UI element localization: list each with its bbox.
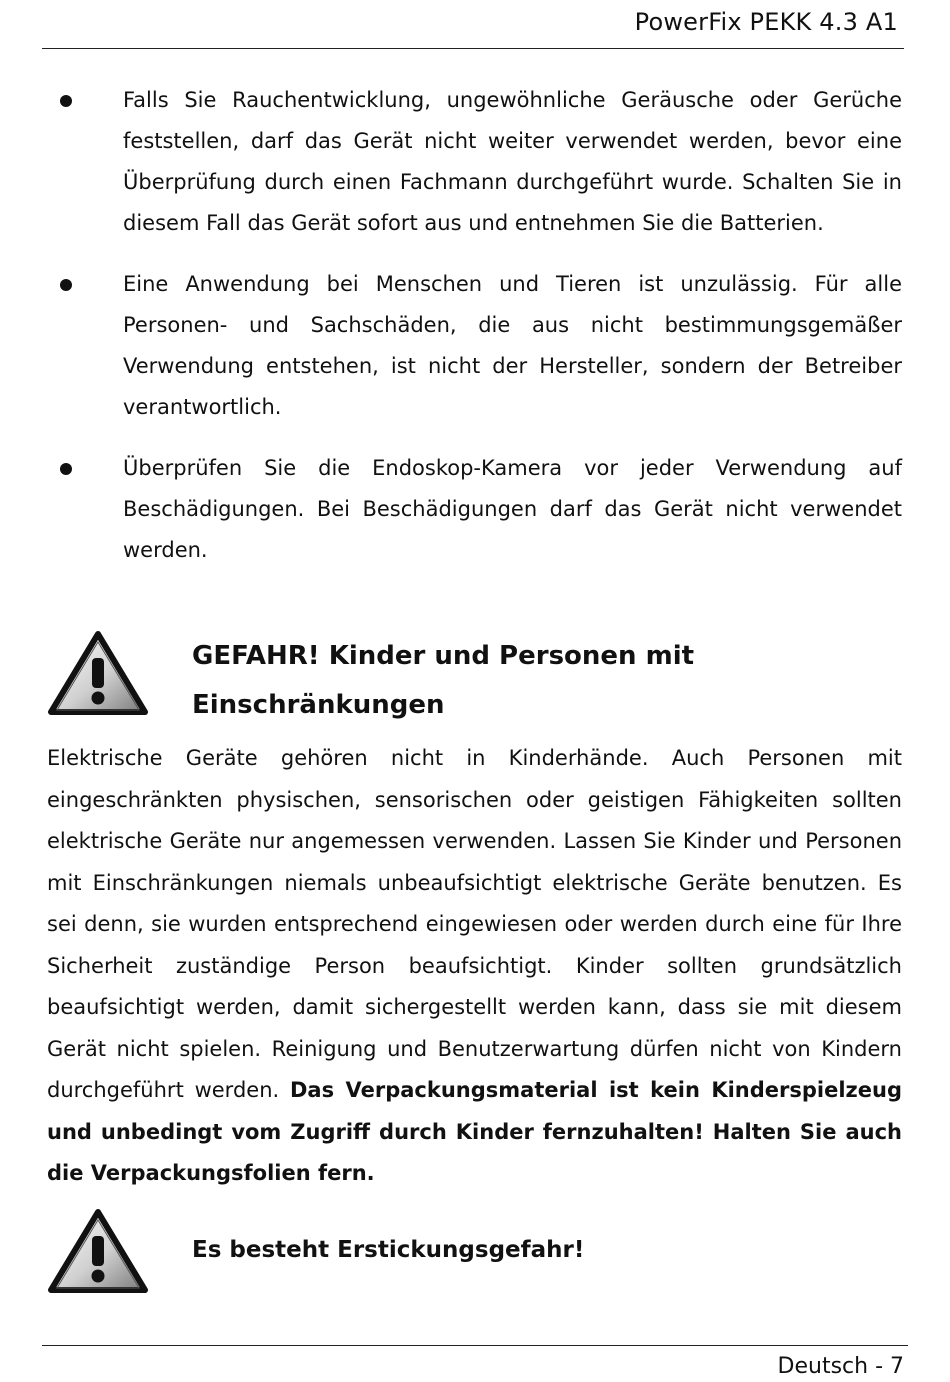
list-item-text: Überprüfen Sie die Endoskop-Kamera vor jeder Verwendung auf Beschädigungen. Bei Beschädigungen darf das Gerät nicht verwendet werden. [123,456,902,562]
warning-heading: Es besteht Erstickungsgefahr! [192,1237,585,1263]
list-item [0,264,950,428]
bullet-icon [60,95,72,107]
warning-heading-line1: GEFAHR! Kinder und Personen mit [192,641,695,671]
warning-heading-line2: Einschränkungen [192,690,445,720]
page-footer [42,1345,908,1379]
children-warning-paragraph [47,738,902,1195]
list-item-text: Eine Anwendung bei Menschen und Tieren ist unzulässig. Für alle Personen- und Sachschäden, die aus nicht bestimmungsgemäßer Verwendung entstehen, ist nicht der Hersteller, sondern der Betreiber verantwortlich. [123,272,902,419]
paragraph-bold-text: Das Verpackungsmaterial ist kein Kinderspielzeug und unbedingt vom Zugriff durch Kinder fernzuhalten! Halten Sie auch die Verpackungsfolien fern. [47,1078,902,1185]
bullet-list [0,80,950,591]
bullet-icon [60,463,72,475]
page-number: Deutsch - 7 [777,1354,904,1379]
page-header [42,0,904,49]
list-item [0,80,950,244]
warning-heading [192,632,902,730]
paragraph-text: Elektrische Geräte gehören nicht in Kinderhände. Auch Personen mit eingeschränkten physischen, sensorischen oder geistigen Fähigkeiten sollten elektrische Geräte nur angemessen verwenden. Lassen Sie Kinder und Personen mit Einschränkungen niemals unbeaufsichtigt elektrische Geräte benutzen. Es sei denn, sie wurden entsprechend eingewiesen oder werden durch eine für Ihre Sicherheit zuständige Person beaufsichtigt. Kinder sollten grundsätzlich beaufsichtigt werden, damit sichergestellt werden kann, dass sie mit diesem Gerät nicht spielen. Reinigung und Benutzerwartung dürfen nicht von Kindern durchgeführt werden. [47,746,902,1102]
bullet-icon [60,279,72,291]
warning-triangle-icon [47,1208,149,1294]
document-title: PowerFix PEKK 4.3 A1 [634,8,898,36]
list-item-text: Falls Sie Rauchentwicklung, ungewöhnliche Geräusche oder Gerüche feststellen, darf das Gerät nicht weiter verwendet werden, bevor eine Überprüfung durch einen Fachmann durchgeführt wurde. Schalten Sie in diesem Fall das Gerät sofort aus und entnehmen Sie die Batterien. [123,88,902,235]
list-item [0,448,950,571]
warning-triangle-icon [47,630,149,716]
